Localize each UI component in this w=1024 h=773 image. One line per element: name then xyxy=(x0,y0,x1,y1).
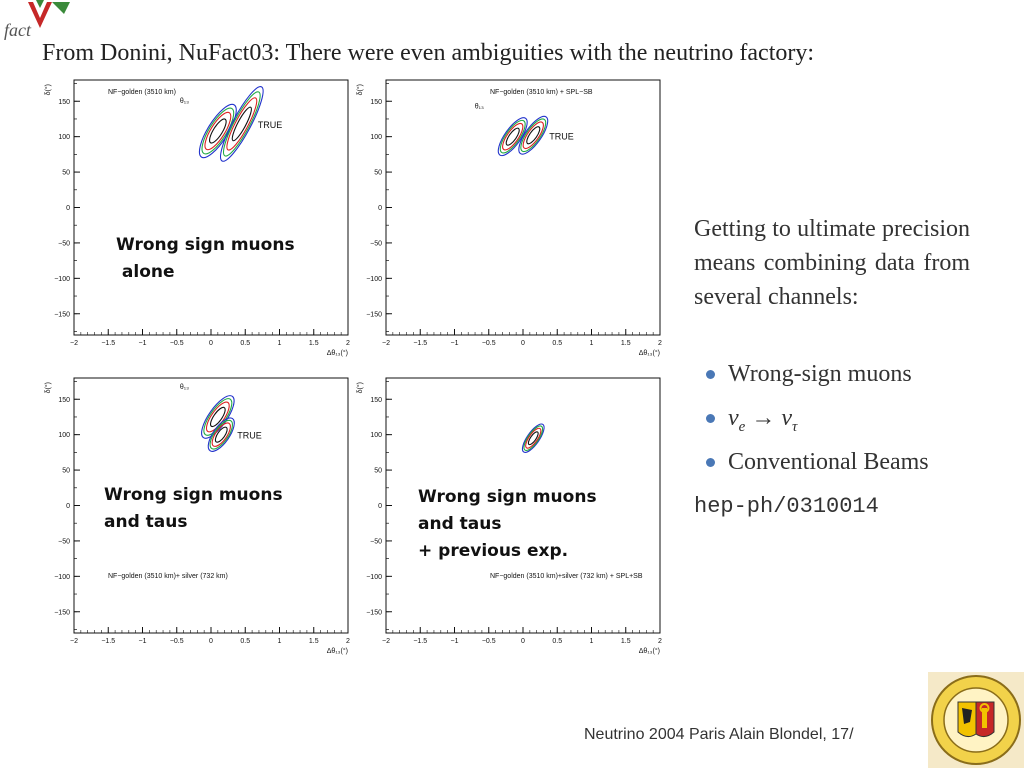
caption-wrong-sign-muons-alone: Wrong sign muons alone xyxy=(116,235,295,282)
y-tick-label: 50 xyxy=(374,169,382,177)
y-axis-title: δ(°) xyxy=(45,84,52,96)
footer-text: Neutrino 2004 Paris Alain Blondel, 17/ xyxy=(584,726,854,743)
y-tick-label: 50 xyxy=(374,467,382,475)
x-tick-label: −1 xyxy=(450,340,459,347)
y-tick-label: 150 xyxy=(370,396,382,404)
bullet-dot-icon xyxy=(706,370,715,379)
x-tick-label: −1.5 xyxy=(413,638,428,645)
bullet-nue-to-nutau: $\nu_e \to \nu_\tau$ xyxy=(728,405,798,435)
x-tick-label: −0.5 xyxy=(169,340,184,347)
confidence-contour xyxy=(196,391,240,443)
bullet-wrong-sign-muons: Wrong-sign muons xyxy=(728,361,912,387)
nufact-logo xyxy=(0,0,90,42)
x-tick-label: 0.5 xyxy=(552,638,563,645)
slide-title: From Donini, NuFact03: There were even ambiguities with the neutrino factory: xyxy=(42,40,815,66)
y-tick-label: 150 xyxy=(58,396,70,404)
y-tick-label: −150 xyxy=(366,311,382,319)
true-label: TRUE xyxy=(549,131,574,142)
y-tick-label: −100 xyxy=(366,573,382,581)
x-tick-label: 1.5 xyxy=(308,638,319,645)
x-tick-label: −0.5 xyxy=(169,638,184,645)
y-axis-title: δ(°) xyxy=(357,84,364,96)
list-item xyxy=(706,445,929,489)
x-tick-label: −1 xyxy=(138,638,147,645)
y-tick-label: 100 xyxy=(370,134,382,142)
caption-wrong-sign-muons-taus: Wrong sign muons and taus xyxy=(104,485,283,532)
x-tick-label: 2 xyxy=(346,638,350,645)
plot-frame xyxy=(74,80,348,335)
x-axis-title: Δθ₁₃(°) xyxy=(638,350,660,357)
y-tick-label: 0 xyxy=(378,205,382,212)
y-tick-label: −50 xyxy=(58,240,70,248)
x-tick-label: −2 xyxy=(70,340,78,347)
y-tick-label: −150 xyxy=(54,311,70,319)
x-tick-label: 0.5 xyxy=(552,340,563,347)
x-axis-title: Δθ₁₃(°) xyxy=(326,350,348,357)
caption-wrong-sign-muons-taus-previous: Wrong sign muons and taus + previous exp. xyxy=(418,487,597,561)
x-tick-label: −1.5 xyxy=(101,340,116,347)
x-tick-label: −1.5 xyxy=(413,340,428,347)
x-tick-label: −2 xyxy=(382,638,390,645)
confidence-contour xyxy=(521,423,546,453)
y-axis-title: δ(°) xyxy=(45,382,52,394)
y-tick-label: 50 xyxy=(62,169,70,177)
true-label: TRUE xyxy=(237,430,262,441)
y-tick-label: 150 xyxy=(370,98,382,106)
x-tick-label: 1 xyxy=(589,340,594,347)
y-tick-label: 50 xyxy=(62,467,70,475)
x-tick-label: −1 xyxy=(450,638,459,645)
list-item xyxy=(706,357,929,401)
channel-list xyxy=(706,357,929,489)
theta-label: θ₁₃ xyxy=(179,383,189,391)
x-tick-label: −1 xyxy=(138,340,147,347)
list-item xyxy=(706,401,929,445)
y-tick-label: 0 xyxy=(66,503,70,510)
x-tick-label: 0.5 xyxy=(240,638,251,645)
x-tick-label: 1.5 xyxy=(308,340,319,347)
x-axis-title: Δθ₁₃(°) xyxy=(326,648,348,655)
y-tick-label: −50 xyxy=(58,538,70,546)
bullet-dot-icon xyxy=(706,458,715,467)
plot-svg xyxy=(40,70,352,360)
y-tick-label: −100 xyxy=(366,275,382,283)
x-tick-label: 0 xyxy=(209,340,213,347)
y-tick-label: 100 xyxy=(370,432,382,440)
confidence-contour xyxy=(197,104,240,158)
confidence-contour xyxy=(519,421,548,455)
x-tick-label: 1 xyxy=(277,340,282,347)
y-axis-title: δ(°) xyxy=(357,382,364,394)
confidence-contour xyxy=(222,95,261,153)
plot-svg xyxy=(352,70,664,360)
x-tick-label: 0 xyxy=(209,638,213,645)
plot-legend: NF−golden (3510 km)+silver (732 km) + SPL+SB xyxy=(490,573,643,580)
reference-hep-ph: hep-ph/0310014 xyxy=(694,494,879,519)
y-tick-label: −100 xyxy=(54,573,70,581)
x-tick-label: 2 xyxy=(346,340,350,347)
x-tick-label: 0 xyxy=(521,638,525,645)
y-tick-label: 100 xyxy=(58,432,70,440)
x-tick-label: 0 xyxy=(521,340,525,347)
y-tick-label: −50 xyxy=(370,240,382,248)
x-tick-label: 1.5 xyxy=(620,638,631,645)
x-tick-label: 2 xyxy=(658,638,662,645)
y-tick-label: −150 xyxy=(366,609,382,617)
x-axis-title: Δθ₁₃(°) xyxy=(638,648,660,655)
bullet-conventional-beams: Conventional Beams xyxy=(728,449,929,475)
x-tick-label: 0.5 xyxy=(240,340,251,347)
y-tick-label: 100 xyxy=(58,134,70,142)
theta-label: θ₁₃ xyxy=(179,98,189,105)
plot-top-left xyxy=(40,70,352,360)
x-tick-label: −1.5 xyxy=(101,638,116,645)
plot-legend: NF−golden (3510 km)+ silver (732 km) xyxy=(108,573,228,580)
x-tick-label: −2 xyxy=(70,638,78,645)
x-tick-label: −0.5 xyxy=(481,340,496,347)
y-tick-label: 0 xyxy=(66,205,70,212)
plot-legend: NF−golden (3510 km) + SPL−SB xyxy=(490,89,593,96)
theta-label: θ₁₃ xyxy=(474,103,484,111)
confidence-contour xyxy=(193,100,243,163)
logo-text: fact xyxy=(4,20,31,40)
x-tick-label: 1.5 xyxy=(620,340,631,347)
x-tick-label: −0.5 xyxy=(481,638,496,645)
side-paragraph: Getting to ultimate precision means combining data from several channels: xyxy=(694,216,970,310)
y-tick-label: −150 xyxy=(54,609,70,617)
plot-legend: NF−golden (3510 km) xyxy=(108,89,176,96)
plot-top-right xyxy=(352,70,664,360)
y-tick-label: −50 xyxy=(370,538,382,546)
y-tick-label: −100 xyxy=(54,275,70,283)
x-tick-label: 1 xyxy=(589,638,594,645)
x-tick-label: −2 xyxy=(382,340,390,347)
y-tick-label: 150 xyxy=(58,98,70,106)
x-tick-label: 2 xyxy=(658,340,662,347)
true-label: TRUE xyxy=(257,119,283,130)
bullet-dot-icon xyxy=(706,414,715,423)
y-tick-label: 0 xyxy=(378,503,382,510)
x-tick-label: 1 xyxy=(277,638,282,645)
geneva-seal-icon xyxy=(928,672,1024,768)
